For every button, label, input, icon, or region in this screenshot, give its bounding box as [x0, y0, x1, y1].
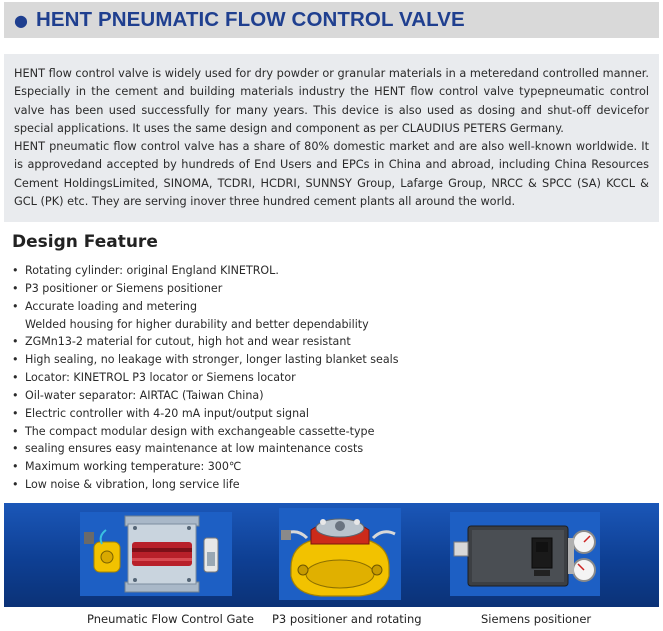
- bullet-icon: •: [12, 442, 19, 456]
- caption-flow-control-gate: Pneumatic Flow Control Gate: [87, 612, 254, 626]
- feature-item: [12, 280, 652, 298]
- intro-box: [4, 54, 659, 222]
- bullet-icon: •: [12, 424, 19, 438]
- product-gallery: [4, 503, 659, 607]
- feature-item: [12, 387, 652, 405]
- feature-text: Oil-water separator: AIRTAC (Taiwan China): [25, 388, 264, 402]
- title-bar: [4, 2, 659, 38]
- page-title: HENT PNEUMATIC FLOW CONTROL VALVE: [35, 8, 465, 31]
- bullet-icon: •: [12, 299, 19, 313]
- bullet-icon: •: [12, 460, 19, 474]
- caption-siemens-positioner: Siemens positioner: [481, 612, 592, 626]
- bullet-icon: •: [12, 264, 19, 277]
- design-feature-heading: Design Feature: [12, 232, 158, 252]
- bullet-icon: •: [12, 406, 19, 420]
- bullet-icon: •: [12, 388, 19, 402]
- bullet-icon: •: [12, 478, 19, 492]
- feature-text: Locator: KINETROL P3 locator or Siemens locator: [25, 371, 296, 385]
- feature-text: Rotating cylinder: original England KINETROL.: [25, 264, 279, 277]
- gallery-captions: [0, 612, 663, 630]
- feature-item: [12, 458, 652, 476]
- feature-text: Accurate loading and metering: [25, 299, 197, 313]
- feature-item: [12, 440, 652, 458]
- feature-text: The compact modular design with exchangeable cassette-type: [25, 424, 375, 438]
- caption-p3-positioner: P3 positioner and rotating: [272, 612, 422, 626]
- p3-positioner-image: [279, 508, 401, 600]
- feature-text: Welded housing for higher durability and better dependability: [25, 317, 369, 331]
- intro-paragraph: HENT pneumatic flow control valve has a share of 80% domestic market and are also well-known worldwide. It is approvedand accepted by hundreds of End Users and EPCs in China and abroad, including China Resources Cement HoldingsLimited, SINOMA, TCDRI, HCDRI, SUNNSY Group, Lafarge Group, NRCC & SPCC (SA) KCCL & GCL (PK) etc. They are serving inover three hundred cement plants all around the world.: [14, 140, 649, 209]
- title-bullet: ●: [14, 10, 28, 30]
- feature-text: High sealing, no leakage with stronger, longer lasting blanket seals: [25, 353, 399, 367]
- feature-item: [12, 262, 652, 280]
- feature-text: Maximum working temperature: 300℃: [25, 460, 242, 474]
- feature-item: [12, 423, 652, 441]
- bullet-icon: •: [12, 371, 19, 385]
- intro-paragraph: HENT flow control valve is widely used for dry powder or granular materials in a meteredand controlled manner. Especially in the cement and building materials industry the HENT flow control valve typepneumatic control valve has been used successfully for many years. This device is also used as dosing and shut-off devicefor special applications. It uses the same design and component as per CLAUDIUS PETERS Germany.: [14, 67, 649, 135]
- feature-item: [12, 351, 652, 369]
- feature-item: [12, 316, 652, 334]
- feature-text: Low noise & vibration, long service life: [25, 478, 240, 492]
- feature-item: [12, 298, 652, 316]
- feature-item: [12, 333, 652, 351]
- feature-text: Electric controller with 4-20 mA input/output signal: [25, 406, 309, 420]
- feature-text: sealing ensures easy maintenance at low maintenance costs: [25, 442, 364, 456]
- bullet-icon: •: [12, 335, 19, 349]
- bullet-icon: •: [12, 281, 19, 295]
- feature-item: [12, 476, 652, 494]
- siemens-positioner-image: [450, 512, 600, 596]
- feature-text: P3 positioner or Siemens positioner: [25, 281, 223, 295]
- feature-item: [12, 369, 652, 387]
- feature-item: [12, 405, 652, 423]
- feature-list: [12, 262, 652, 494]
- bullet-icon: •: [12, 353, 19, 367]
- feature-text: ZGMn13-2 material for cutout, high hot and wear resistant: [25, 335, 351, 349]
- flow-control-gate-image: [80, 512, 232, 596]
